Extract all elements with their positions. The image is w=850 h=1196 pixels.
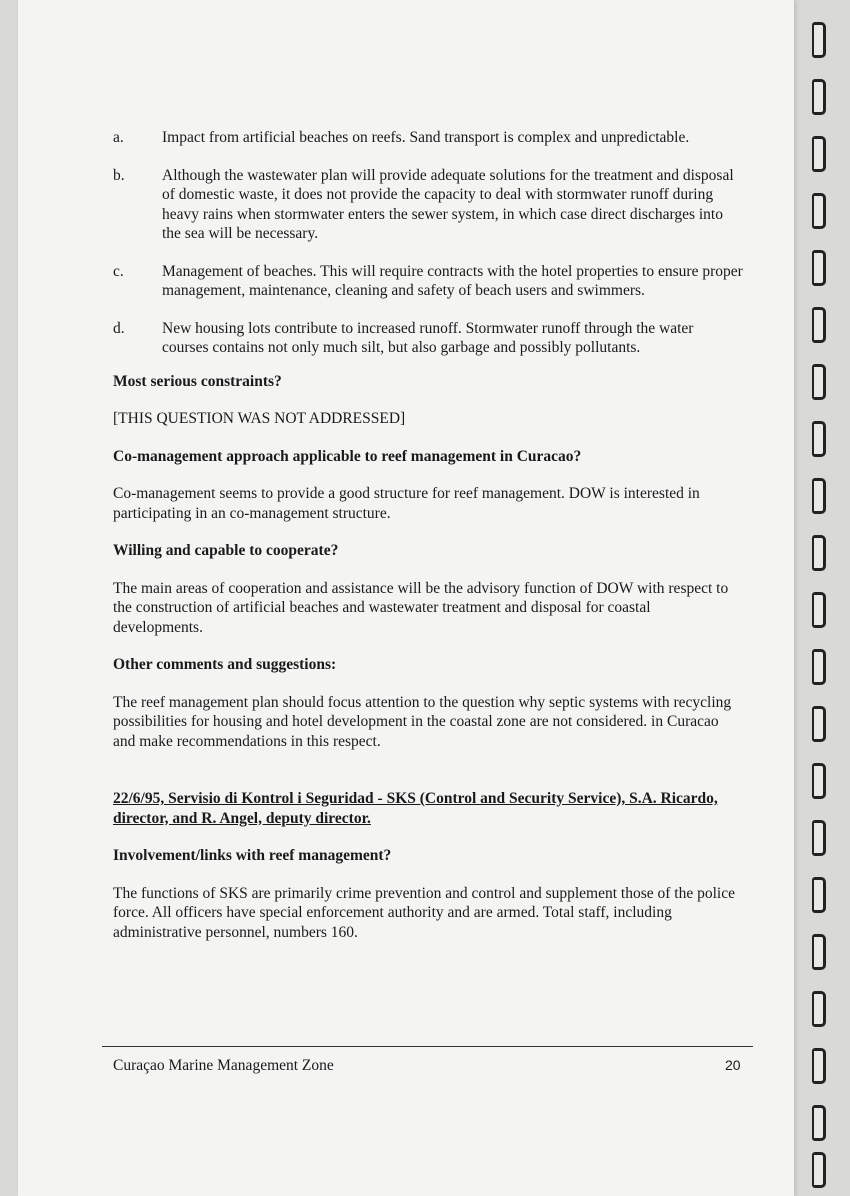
binding-ring bbox=[812, 478, 826, 514]
binding-ring bbox=[812, 763, 826, 799]
binding-ring bbox=[812, 934, 826, 970]
binding-ring bbox=[812, 193, 826, 229]
constraints-text: [THIS QUESTION WAS NOT ADDRESSED] bbox=[113, 410, 406, 427]
binding-ring bbox=[812, 1152, 826, 1188]
binding-ring bbox=[812, 1048, 826, 1084]
sks-text: The functions of SKS are primarily crime prevention and control and supplement those of the police force. All officers have special enforcement authority and are armed. Total staff, including administrative personnel, numbers 160. bbox=[113, 884, 735, 941]
binding-ring bbox=[812, 535, 826, 571]
binding-ring bbox=[812, 706, 826, 742]
list-letter: a. bbox=[113, 129, 124, 146]
page-number: 20 bbox=[725, 1057, 741, 1073]
sks-section-title: 22/6/95, Servisio di Kontrol i Seguridad - SKS (Control and Security Service), S.A. Ricardo, director, and R. Angel, deputy director. bbox=[113, 790, 718, 827]
list-item-a bbox=[113, 128, 743, 148]
list-text: Although the wastewater plan will provide adequate solutions for the treatment and disposal of domestic waste, it does not provide the capacity to deal with stormwater runoff during heavy rains when stormwater enters the sewer system, in which case direct discharges into the sea will be necessary. bbox=[162, 166, 734, 242]
comanagement-text: Co-management seems to provide a good structure for reef management. DOW is interested in participating in an co-management structure. bbox=[113, 485, 700, 522]
binding-ring bbox=[812, 649, 826, 685]
binding-ring bbox=[812, 421, 826, 457]
list-letter: c. bbox=[113, 262, 124, 280]
binding-ring bbox=[812, 22, 826, 58]
binding-ring bbox=[812, 136, 826, 172]
cooperate-heading: Willing and capable to cooperate? bbox=[113, 542, 339, 559]
binding-ring bbox=[812, 877, 826, 913]
binding-ring bbox=[812, 991, 826, 1027]
list-item-d bbox=[113, 319, 743, 358]
binding-ring bbox=[812, 250, 826, 286]
list-item-b bbox=[113, 166, 743, 244]
comments-text: The reef management plan should focus attention to the question why septic systems with recycling possibilities for housing and hotel development in the coastal zone are not considered. in Curacao and make recommendations in this respect. bbox=[113, 693, 732, 750]
footer-rule bbox=[102, 1046, 753, 1047]
comanagement-heading: Co-management approach applicable to reef management in Curacao? bbox=[113, 447, 582, 465]
list-letter: b. bbox=[113, 166, 125, 184]
binding-ring bbox=[812, 307, 826, 343]
list-letter: d. bbox=[113, 319, 125, 337]
comments-heading: Other comments and suggestions: bbox=[113, 656, 337, 673]
binding-ring bbox=[812, 820, 826, 856]
list-text: Management of beaches. This will require contracts with the hotel properties to ensure proper management, maintenance, cleaning and safety of beach users and swimmers. bbox=[162, 262, 743, 299]
page-content bbox=[113, 128, 743, 960]
binding-ring bbox=[812, 79, 826, 115]
spiral-binding bbox=[808, 0, 838, 1196]
binding-ring bbox=[812, 592, 826, 628]
list-text: New housing lots contribute to increased runoff. Stormwater runoff through the water courses contains not only much silt, but also garbage and possibly pollutants. bbox=[162, 319, 694, 356]
sks-heading: Involvement/links with reef management? bbox=[113, 847, 392, 864]
binding-ring bbox=[812, 364, 826, 400]
list-item-c bbox=[113, 262, 743, 301]
cooperate-text: The main areas of cooperation and assistance will be the advisory function of DOW with respect to the construction of artificial beaches and wastewater treatment and disposal for coastal developments. bbox=[113, 579, 729, 636]
list-text: Impact from artificial beaches on reefs. Sand transport is complex and unpredictable. bbox=[162, 129, 690, 146]
footer-title: Curaçao Marine Management Zone bbox=[113, 1057, 334, 1074]
binding-ring bbox=[812, 1105, 826, 1141]
constraints-heading: Most serious constraints? bbox=[113, 372, 282, 390]
